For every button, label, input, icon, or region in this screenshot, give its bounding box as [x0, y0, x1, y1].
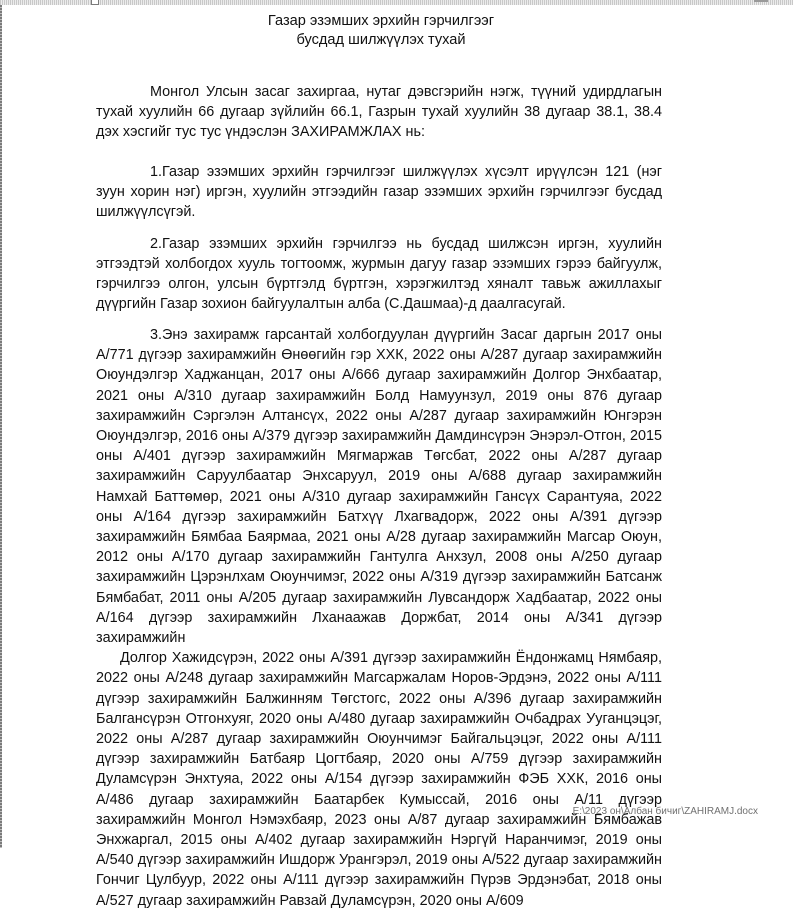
paragraph-3-part-1: 3.Энэ захирамж гарсантай холбогдуулан дүүргийн Засаг даргын 2017 оны А/771 дүгээр захирамжийн Өнөөгийн гэр ХХК, 2022 оны А/287 дугаар захирамжийн Оюундэлгэр Хаджанцан, 2017 оны А/666 дугаар захирамжийн Долгор Энхбаатар, 2021 оны А/310 дугаар захирамжийн Болд Намуунзул, 2019 оны 876 дугаар захирамжийн Сэргэлэн Алтансүх, 2022 оны А/287 дугаар захирамжийн Юнгэрэн Оюундэлгэр, 2016 оны А/379 дүгээр захирамжийн Дамдинсүрэн Энэрэл-Отгон, 2015 оны А/401 дүгээр захирамжийн Мягмаржав Төгсбат, 2022 оны А/287 дугаар захирамжийн Саруулбаатар Энхсаруул, 2019 оны А/688 дугаар захирамжийн Намхай Баттөмөр, 2021 оны А/310 дугаар захирамжийн Гансүх Сарантуяа, 2022 оны А/164 дүгээр захирамжийн Батхүү Лхагвадорж, 2022 оны А/391 дүгээр захирамжийн Бямбаа Баярмаа, 2021 оны А/28 дугаар захирамжийн Магсар Оюун, 2012 оны А/170 дугаар захирамжийн Гантулга Анхзул, 2008 оны А/250 дугаар захирамжийн Цэрэнлхам Оюунчимэг, 2022 оны А/319 дүгээр захирамжийн Батсанж Бямбабат, 2011 оны А/205 дугаар захирамжийн Лувсандорж Хадбаатар, 2022 оны А/164 дүгээр захирамжийн Лханаажав Доржбат, 2014 оны А/341 дүгээр захирамжийн — [96, 327, 662, 647]
paragraph-2: 2.Газар эзэмших эрхийн гэрчилгээ нь бусдад шилжсэн иргэн, хуулийн этгээдтэй холбогдох хууль тогтоомж, журмын дагуу газар эзэмших гэрээ байгуулж, гэрчилгээ олгон, улсын бүртгэлд бүртгэн, хэрэгжилтэд хяналт тавьж ажиллахыг дүүргийн Газар зохион байгуулалтын алба (С.Дашмаа)-д даалгасугай. — [96, 236, 662, 312]
page-left-border — [0, 5, 2, 848]
paragraph-3 — [96, 325, 662, 911]
paragraph-1: 1.Газар эзэмших эрхийн гэрчилгээг шилжүүлэх хүсэлт ирүүлсэн 121 (нэг зуун хорин нэг) иргэн, хуулийн этгээдийн газар эзэмших эрхийн гэрчилгээг бусдад шилжүүлсүгэй. — [96, 164, 662, 220]
ruler-indent-marker[interactable] — [91, 0, 99, 5]
page-top-border — [0, 0, 793, 5]
title-line-2: бусдад шилжүүлэх тухай — [296, 32, 466, 48]
document-title — [96, 12, 666, 50]
title-line-1: Газар эзэмших эрхийн гэрчилгээг — [267, 13, 495, 29]
intro-paragraph: Монгол Улсын засаг захиргаа, нутаг дэвсгэрийн нэгж, түүний удирдлагын тухай хуулийн 66 дугаар зүйлийн 66.1, Газрын тухай хуулийн 38 дугаар 38.1, 38.4 дэх хэсгийг тус тус үндэслэн ЗАХИРАМЖЛАХ нь: — [96, 84, 662, 140]
ruler-right-marker[interactable] — [754, 0, 768, 2]
paragraph-3-part-2: Долгор Хажидсүрэн, 2022 оны А/391 дүгээр захирамжийн Ёндонжамц Нямбаяр, 2022 оны А/248 дугаар захирамжийн Магсаржалам Норов-Эрдэнэ, 2022 оны А/111 дүгээр захирамжийн Балжинням Төгстогс, 2022 оны А/396 дугаар захирамжийн Балгансүрэн Отгонхуяг, 2020 оны А/480 дугаар захирамжийн Очбадрах Ууганцэцэг, 2022 оны А/287 дугаар захирамжийн Оюунчимэг Байгальцэцэг, 2022 оны А/111 дүгээр захирамжийн Батбаяр Цогтбаяр, 2020 оны А/759 дүгээр захирамжийн Дуламсүрэн Энхтуяа, 2022 оны А/154 дүгээр захирамжийн ФЭБ ХХК, 2016 оны А/486 дугаар захирамжийн Баатарбек Кумыссай, 2016 оны А/11 дүгээр захирамжийн Монгол Нэмэхбаяр, 2023 оны А/87 дугаар захирамжийн Бямбажав Энхжаргал, 2015 оны А/402 дугаар захирамжийн Нэргүй Наранчимэг, 2019 оны А/540 дүгээр захирамжийн Ишдорж Урангэрэл, 2019 оны А/522 дугаар захирамжийн Гончиг Цулбуур, 2022 оны А/111 дүгээр захирамжийн Пүрэв Эрдэнэбат, 2018 оны А/527 дугаар захирамжийн Равзай Дуламсүрэн, 2020 оны А/609 — [96, 650, 662, 909]
file-path-footer: E:\2023 он\Албан бичиг\ZAHIRAMJ.docx — [572, 806, 758, 817]
